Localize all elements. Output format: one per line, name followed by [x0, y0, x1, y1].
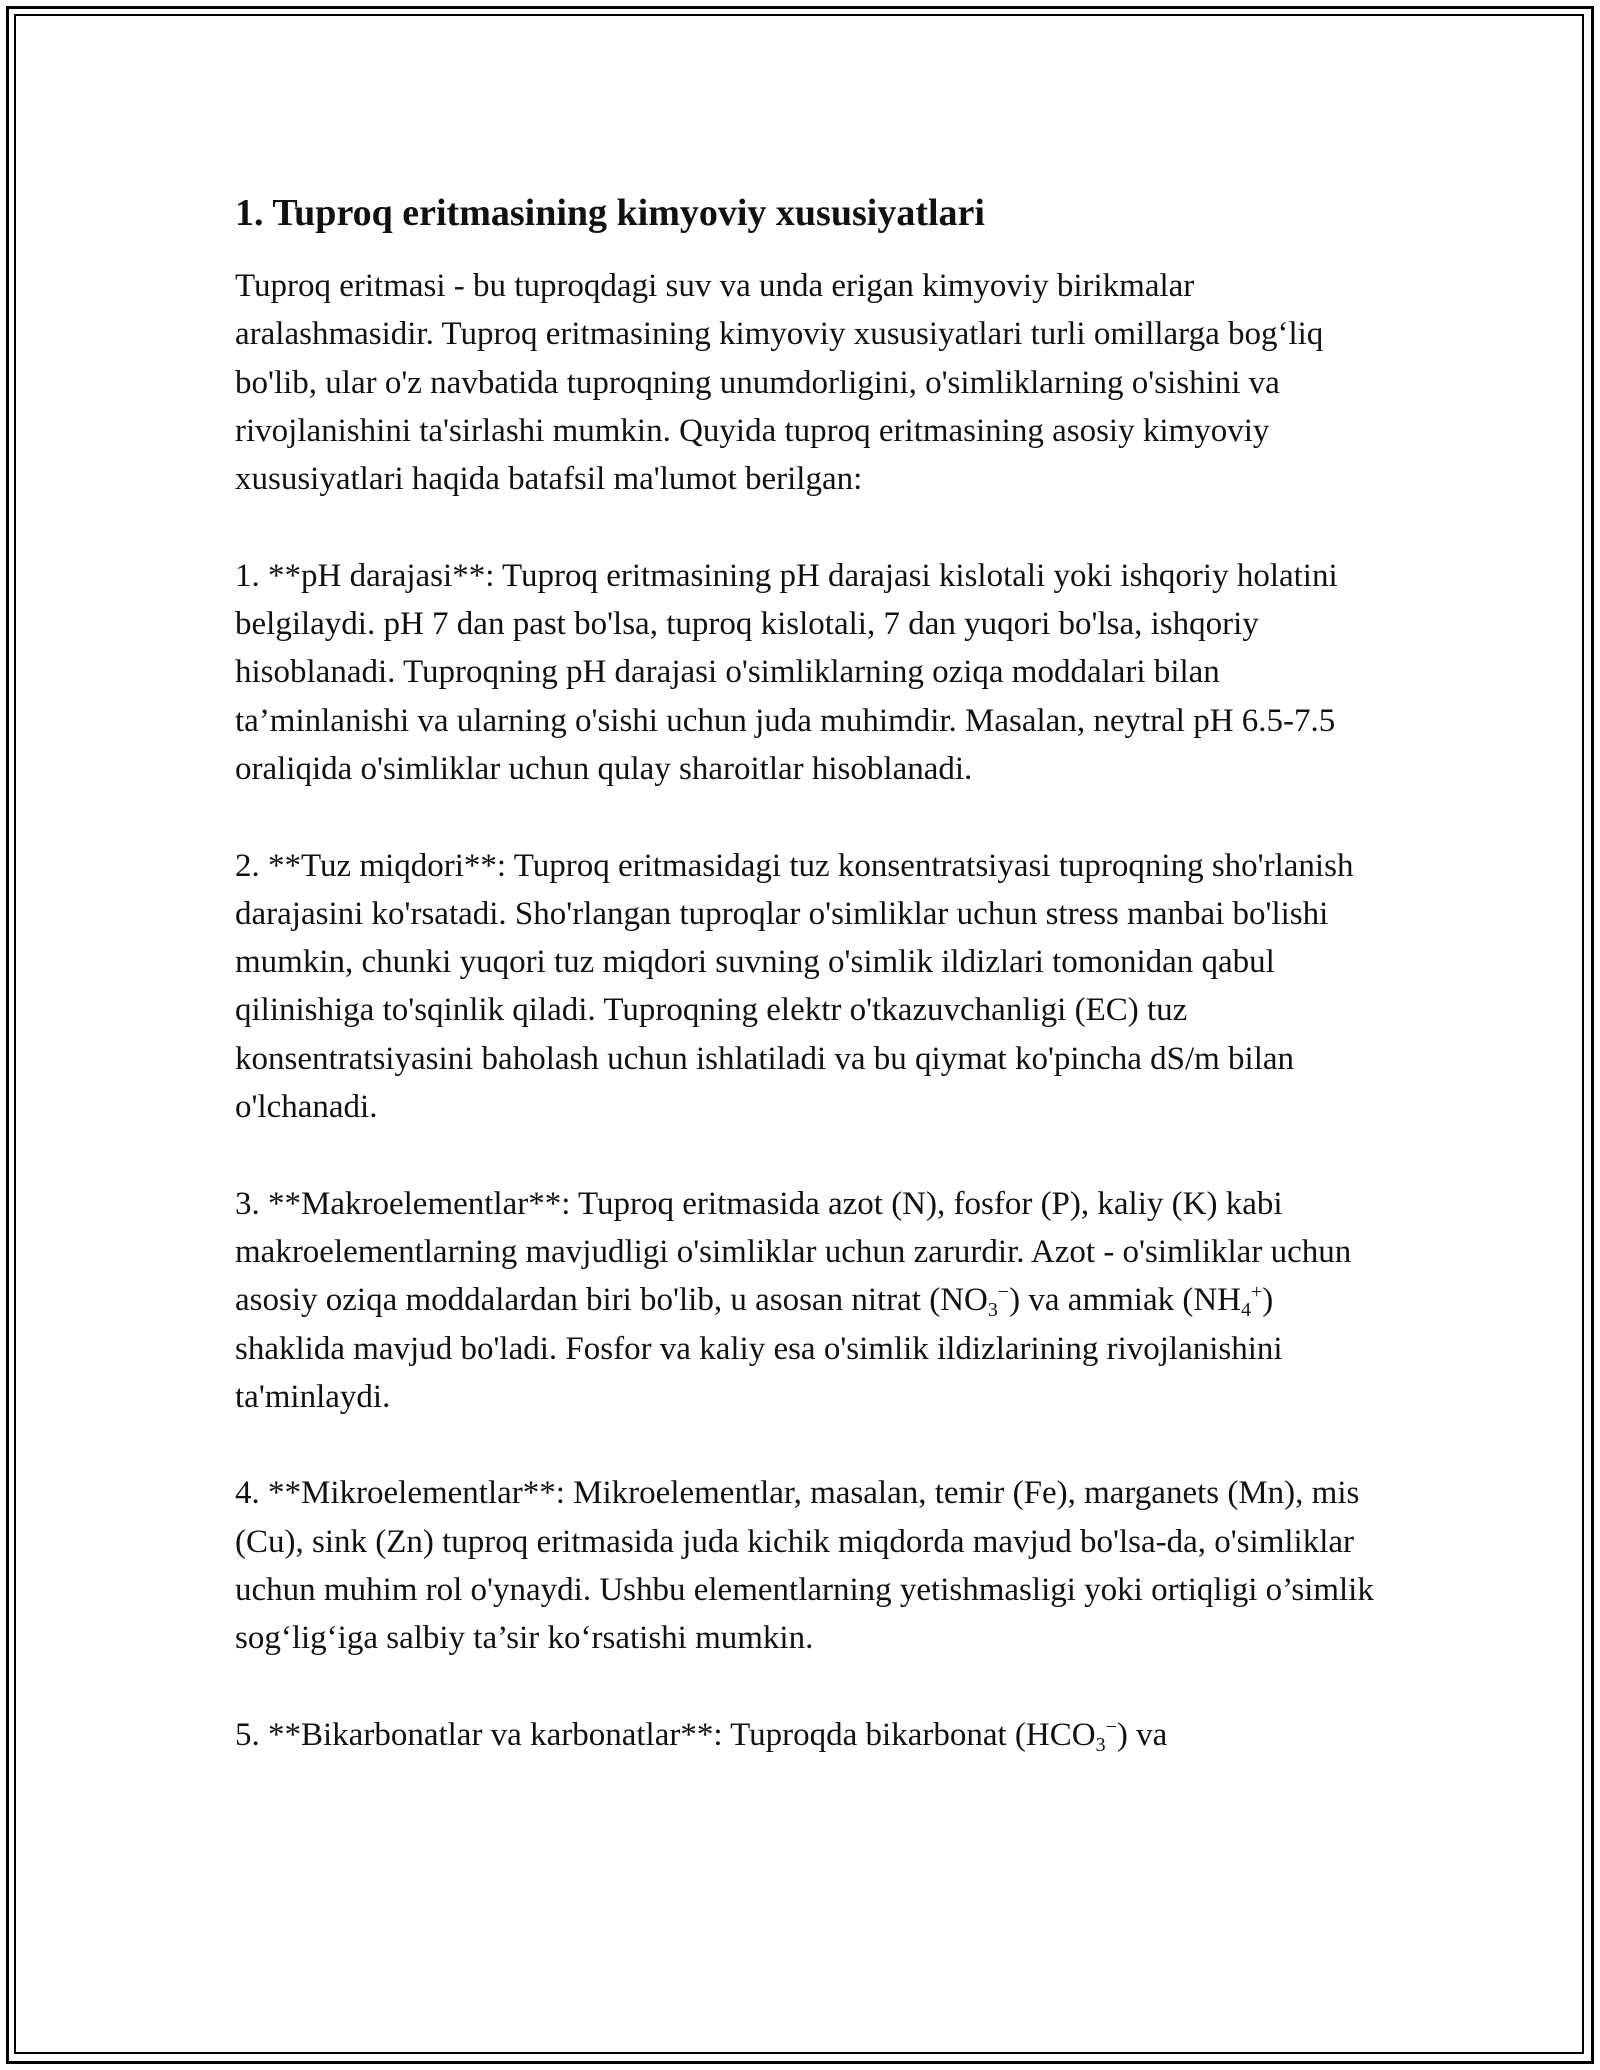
macro-sub-1: 3 — [987, 1299, 998, 1322]
bicarb-sub-1: 3 — [1095, 1733, 1106, 1756]
macro-text-1: 3. **Makroelementlar**: Tuproq eritmasida azot (N), fosfor (P), kaliy (K) kabi makroelementlarning mavjudligi o'simliklar uchun zarurdir. Azot - o'simliklar uchun asosiy oziqa moddalardan biri bo'lib, u asosan nitrat (NO — [235, 1185, 1352, 1319]
macro-text-3: ) shaklida mavjud bo'ladi. Fosfor va kaliy esa o'simlik ildizlarining rivojlanishini ta'minlaydi. — [235, 1282, 1283, 1415]
macro-sup-1: − — [997, 1281, 1010, 1304]
section-heading: 1. Tuproq eritmasining kimyoviy xususiyatlari — [235, 192, 985, 234]
bicarb-sup-1: − — [1105, 1715, 1117, 1738]
bicarb-text-2: ) va — [1116, 1716, 1168, 1753]
bicarb-text-1: 5. **Bikarbonatlar va karbonatlar**: Tuproqda bikarbonat (HCO — [235, 1716, 1096, 1753]
item-ph-level: 1. **pH darajasi**: Tuproq eritmasining pH darajasi kislotali yoki ishqoriy holatini belgilaydi. pH 7 dan past bo'lsa, tuproq kislotali, 7 dan yuqori bo'lsa, ishqoriy hisoblanadi. Tuproqning pH darajasi o'simliklarning oziqa moddalari bilan ta’minlanishi va ularning o'sishi uchun juda muhimdir. Masalan, neytral pH 6.5-7.5 oraliqida o'simliklar uchun qulay sharoitlar hisoblanadi. — [235, 557, 1338, 787]
macro-text-2: ) va ammiak (NH — [1009, 1282, 1241, 1319]
item-salt-content: 2. **Tuz miqdori**: Tuproq eritmasidagi tuz konsentratsiyasi tuproqning sho'rlanish darajasini ko'rsatadi. Sho'rlangan tuproqlar o'simliklar uchun stress manbai bo'lishi mumkin, chunki yuqori tuz miqdori suvning o'simlik ildizlari tomonidan qabul qilinishiga to'sqinlik qiladi. Tuproqning elektr o'tkazuvchanligi (EC) tuz konsentratsiyasini baholash uchun ishlatiladi va bu qiymat ko'pincha dS/m bilan o'lchanadi. — [235, 847, 1354, 1126]
intro-paragraph: Tuproq eritmasi - bu tuproqdagi suv va unda erigan kimyoviy birikmalar aralashmasidir. Tuproq eritmasining kimyoviy xususiyatlari turli omillarga bog‘liq bo'lib, ular o'z navbatida tuproqning unumdorligini, o'simliklarning o'sishini va rivojlanishini ta'sirlashi mumkin. Quyida tuproq eritmasining asosiy kimyoviy xususiyatlari haqida batafsil ma'lumot berilgan: — [235, 268, 1324, 498]
item-bicarbonates — [235, 1711, 1375, 1759]
item-microelements: 4. **Mikroelementlar**: Mikroelementlar, masalan, temir (Fe), marganets (Mn), mis (Cu), sink (Zn) tuproq eritmasida juda kichik miqdorda mavjud bo'lsa-da, o'simliklar uchun muhim rol o'ynaydi. Ushbu elementlarning yetishmasligi yoki ortiqligi o’simlik sog‘lig‘iga salbiy ta’sir ko‘rsatishi mumkin. — [235, 1475, 1374, 1657]
macro-sup-2: + — [1251, 1281, 1263, 1304]
item-macroelements — [235, 1180, 1375, 1421]
document-body — [235, 190, 1375, 1759]
macro-sub-2: 4 — [1241, 1299, 1251, 1322]
